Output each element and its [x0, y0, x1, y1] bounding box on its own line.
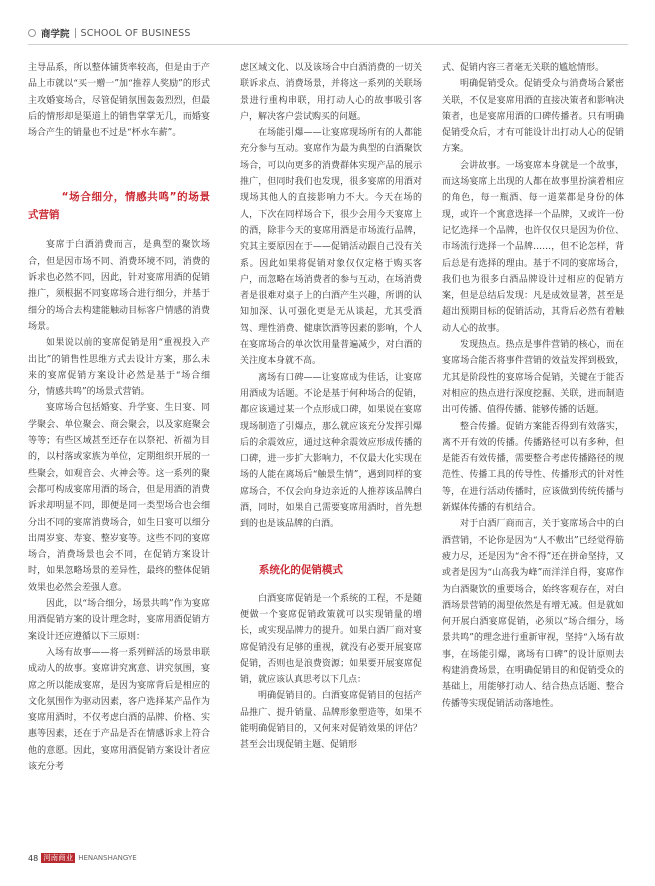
paragraph: 整合传播。促销方案能否得到有效落实，离不开有效的传播。传播路径可以有多种，但是能否有效传播，需要整合考虑传播路径的规范性、传播工具的传导性、传播形式的针对性等，在进行活动传播时，应该做到传统传播与新媒体传播的有机结合。	[442, 421, 624, 514]
paragraph: 白酒宴席促销是一个系统的工程，不是随便做一个宴席促销政策就可以实现销量的增长，或实现品牌力的提升。如果白酒厂商对宴席促销没有足够的重视，就没有必要开展宴席促销，否则也是浪费资源；如果要开展宴席促销，就应该认真思考以下几点：	[240, 593, 422, 686]
paragraph: 对于白酒厂商而言，关于宴席场合中的白酒营销，不论你是因为“人不敷出”已经觉得筋疲力尽，还是因为“舍不得”还在拼命坚持，又或者是因为“山高我为峰”而洋洋自得，宴席作为白酒聚饮的重要场合，始终客观存在，对白酒场景营销的渴望依然是有增无减。但是就如何开展白酒宴席促销，必须以“场合细分，场景共鸣”的理念进行重新审视，坚持“入场有故事，在场能引爆，离场有口碑”的设计原则去构建消费场景，在明确促销目的和促销受众的基础上，用能够打动人、结合热点话题、整合传播等实现促销活动落地性。	[442, 519, 624, 709]
running-head	[28, 26, 191, 40]
paragraph: 离场有口碑——让宴席成为佳话，让宴席用酒成为话题。不论是基于何种场合的促销，都应该通过某一个点形成口碑，如果说在宴席现场制造了引爆点，那么就应该充分发挥引爆后的余震效应，通过这种余震效应形成传播的口碑，进一步扩大影响力，不仅最大化实现在场的人能在离场后“触景生情”，遇到同样的宴席场合，不仅会向身边亲近的人推荐该品牌白酒，同时，如果自己需要宴席用酒时，首先想到的也是该品牌的白酒。	[240, 372, 422, 530]
paragraph: 因此，以“场合细分，场景共鸣”作为宴席用酒促销方案的设计理念时，宴席用酒促销方案设计还应遵循以下三原则：	[28, 599, 210, 642]
section-title-english: SCHOOL OF BUSINESS	[80, 27, 191, 39]
paragraph: 式、促销内容三者毫无关联的尴尬情形。	[442, 63, 605, 73]
paragraph: 会讲故事。一场宴席本身就是一个故事，而这场宴席上出现的人都在故事里扮演着相应的角色，每一瓶酒、每一道菜都是身份的体现，或许一个寓意选择一个品牌，又或许一份记忆选择一个品牌，也许仅仅只是因为价位、市场流行选择一个品牌……，但不论怎样，背后总是有选择的理由。基于不同的宴席场合，我们也为很多白酒品牌设计过相应的促销方案，但是总结后发现：凡是成效显著，甚至是超出预期目标的促销活动，其背后必然有着触动人心的故事。	[442, 160, 624, 334]
paragraph: 主导品系，所以整体铺货率较高，但是由于产品上市就以“买一赠一”加“推荐人奖励”的形式主攻婚宴场合，尽管促销氛围轰轰烈烈，但最后的情形却是渠道上的销售掌掌无几，而婚宴场合产生的销量也不过是“杯水车薪”。	[28, 63, 210, 139]
paragraph: 在场能引爆——让宴席现场所有的人都能充分参与互动。宴席作为最为典型的白酒聚饮场合，可以向更多的消费群体实现产品的展示推广，但同时我们也发现，很多宴席的用酒对现场其他人的直接影响力不大。今天在场的人，下次在同样场合下，很少会用今天宴席上的酒，除非今天的宴席用酒是市场流行品牌，究其主要原因在于——促销活动跟自己没有关系。因此如果将促销对象仅仅定格于购买客户，而忽略在场消费者的参与互动，在场消费者是很难对桌子上的白酒产生兴趣，所谓的认知加深、认可强化更是无从谈起，尤其受酒驾、理性消费、健康饮酒等因素的影响，个人在宴席场合的单次饮用量普遍减少，对白酒的关注度本身就不高。	[240, 128, 422, 367]
paragraph: 宴席于白酒消费而言，是典型的聚饮场合，但是因市场不同、消费环境不同，消费的诉求也必然不同，因此，针对宴席用酒的促销推广，须根据不同宴席场合进行细分，并基于细分的场合去构建能触动目标客户情感的消费场景。	[28, 240, 210, 332]
magazine-pinyin: HENANSHANGYE	[78, 854, 137, 862]
header-rule	[28, 44, 628, 45]
paragraph: 入场有故事——将一系列鲜活的场景串联成动人的故事。宴席讲究寓意、讲究氛围，宴席之所以能成宴席，是因为宴席背后是相应的文化氛围作为驱动因素，客户选择某产品作为宴席用酒时，不仅考虑白酒的品牌、价格、实惠等因素，还在于产品是否在情感诉求上符合他的意愿。因此，宴席用酒促销方案设计者应该充分考	[28, 647, 210, 772]
article-column-2	[240, 60, 422, 754]
paragraph: 虑区域文化、以及该场合中白酒消费的一切关联诉求点、消费场景，并将这一系列的关联场景进行重构串联，用打动人心的故事吸引客户，解决客户尝试购买的问题。	[240, 63, 422, 122]
paragraph: 明确促销受众。促销受众与消费场合紧密关联，不仅是宴席用酒的直接决策者和影响决策者，也是宴席用酒的口碑传播者。只有明确促销受众后，才有可能设计出打动人心的促销方案。	[442, 79, 624, 155]
section-title: 商学院	[41, 29, 70, 40]
article-column-1	[28, 60, 210, 775]
paragraph: 如果说以前的宴席促销是用“重视投入产出比”的销售性思维方式去设计方案，那么未来的宴席促销方案设计必然是基于“场合细分，情感共鸣”的场景式营销。	[28, 338, 210, 398]
paragraph: 发现热点。热点是事件营销的核心，而在宴席场合能否将事件营销的效益发挥到极致，尤其是阶段性的宴席场合促销，关键在于能否对相应的热点进行深度挖掘、关联，进而制造出可传播、值得传播、能够传播的话题。	[442, 340, 624, 416]
page-number: 48	[28, 853, 39, 863]
section-heading: 系统化的促销模式	[258, 563, 343, 576]
article-column-3	[442, 60, 624, 712]
circle-icon	[28, 29, 36, 37]
magazine-name: 河南商业	[43, 853, 74, 862]
divider	[75, 28, 76, 38]
paragraph: 宴席场合包括婚宴、升学宴、生日宴、同学聚会、单位聚会、商会聚会，以及家庭聚会等等；有些区域甚至还存在以祭祀、祈福为目的，以村落或家族为单位，定期组织开展的一些聚会，如观音会、火神会等。这一系列的聚会都可构成宴席用酒的场合，但是用酒的消费诉求却明显不同，即便是同一类型场合也会细分出不同的宴席消费场合，如生日宴可以细分出周岁宴、寿宴、整岁宴等。这些不同的宴席场合，消费场景也会不同，在促销方案设计时，如果忽略场景的差异性，最终的整体促销效果也必然会差强人意。	[28, 403, 210, 593]
section-heading: “场合细分，情感共鸣”的场景式营销	[28, 191, 210, 222]
page-footer	[28, 853, 137, 863]
paragraph: 明确促销目的。白酒宴席促销目的包括产品推广、提升销量、品牌形象塑造等，如果不能明确促销目的，又何来对促销效果的评估？甚至会出现促销主题、促销形	[240, 691, 422, 751]
